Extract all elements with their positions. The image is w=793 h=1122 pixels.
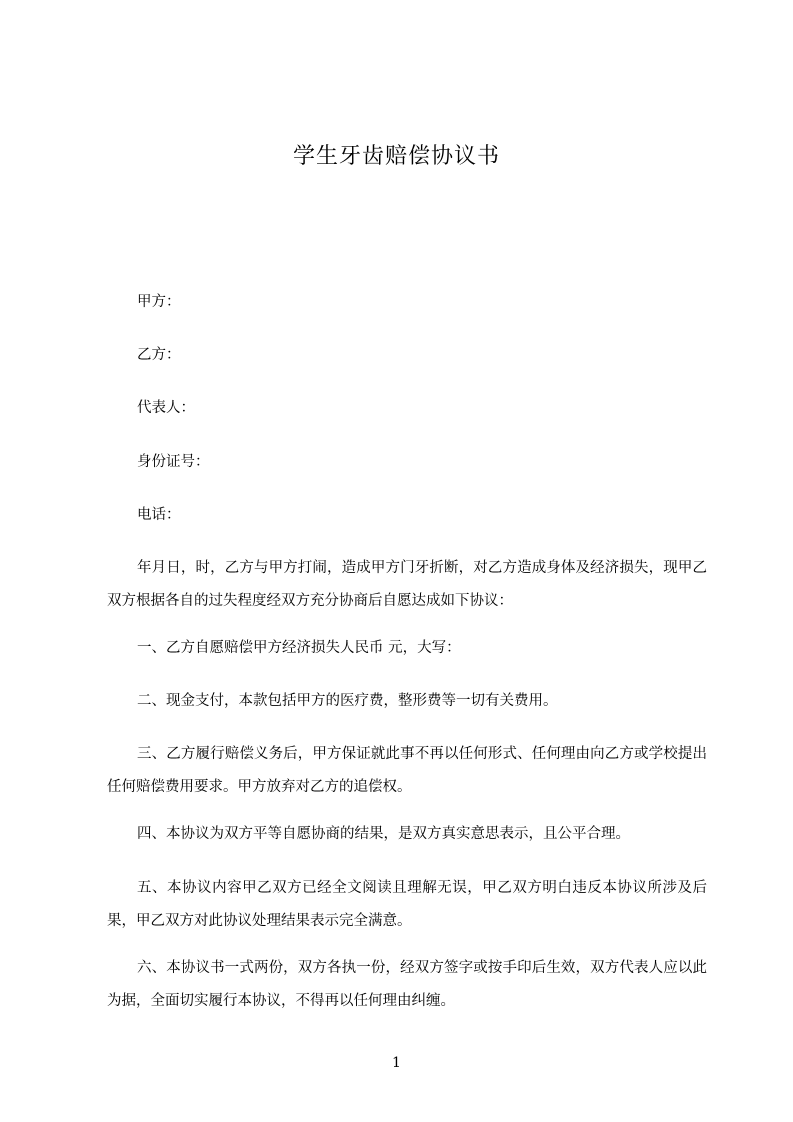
clause-2: 二、现金支付，本款包括甲方的医疗费，整形费等一切有关费用。	[137, 693, 558, 709]
field-representative: 代表人：	[137, 400, 195, 416]
page-number: 1	[392, 1055, 401, 1071]
field-id-number: 身份证号：	[137, 454, 210, 470]
field-phone: 电话：	[137, 507, 181, 523]
document-title: 学生牙齿赔偿协议书	[292, 144, 500, 169]
clause-4: 四、本协议为双方平等自愿协商的结果，是双方真实意思表示，且公平合理。	[137, 826, 630, 842]
clause-1: 一、乙方自愿赔偿甲方经济损失人民币 元，大写：	[137, 640, 461, 656]
field-party-b: 乙方：	[137, 347, 181, 363]
clause-6: 六、本协议书一式两份，双方各执一份，经双方签字或按手印后生效，双方代表人应以此为据，全面切实履行本协议，不得再以任何理由纠缠。	[107, 960, 707, 1009]
field-party-a: 甲方：	[137, 294, 181, 310]
paragraph-intro: 年月日，时，乙方与甲方打闹，造成甲方门牙折断，对乙方造成身体及经济损失，现甲乙双方根据各自的过失程度经双方充分协商后自愿达成如下协议：	[107, 560, 707, 609]
clause-5: 五、本协议内容甲乙双方已经全文阅读且理解无误，甲乙双方明白违反本协议所涉及后果，甲乙双方对此协议处理结果表示完全满意。	[107, 880, 707, 929]
clause-3: 三、乙方履行赔偿义务后，甲方保证就此事不再以任何形式、任何理由向乙方或学校提出任何赔偿费用要求。甲方放弃对乙方的追偿权。	[107, 746, 707, 795]
